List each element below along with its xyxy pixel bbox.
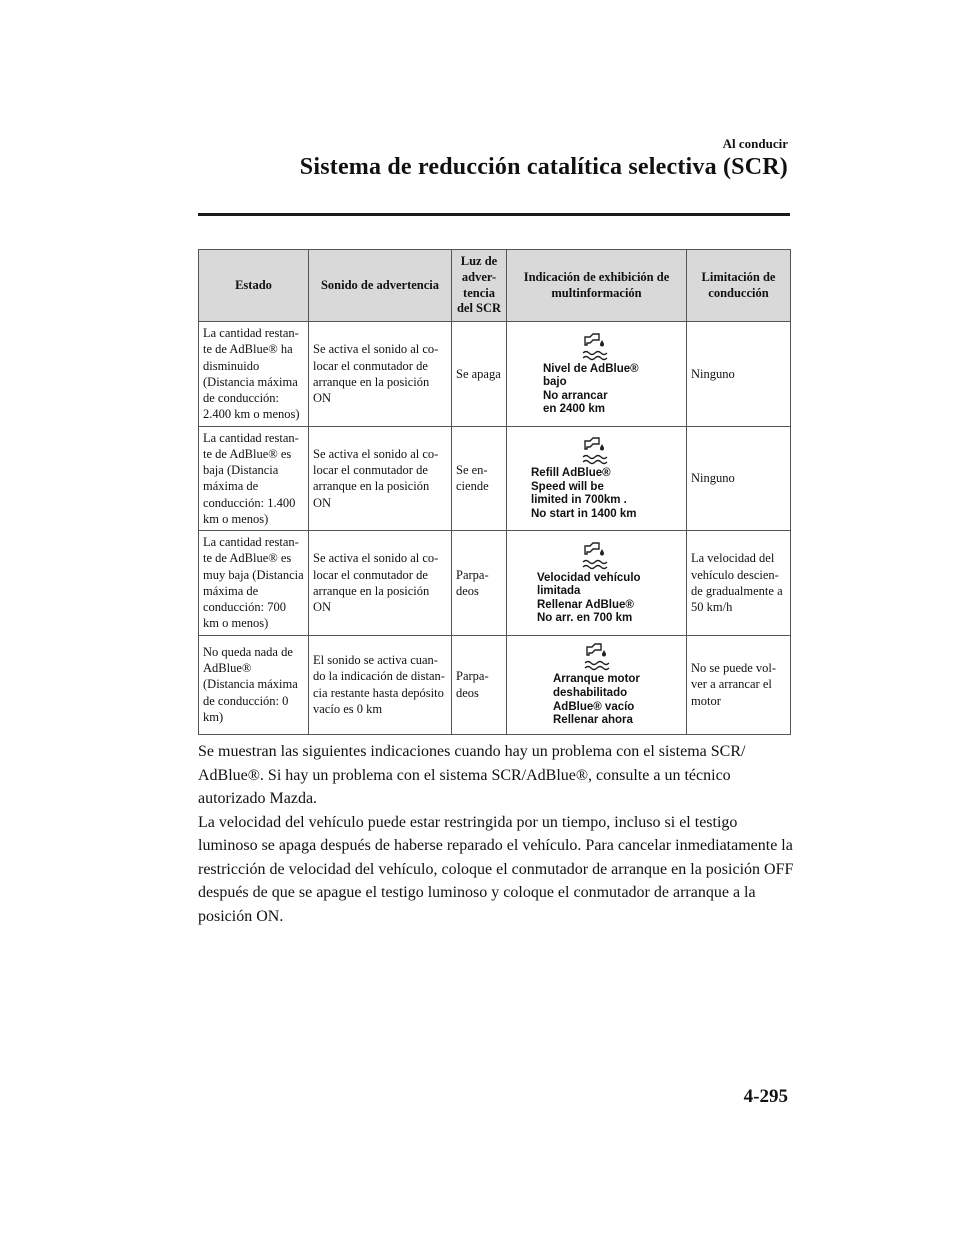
cell-limitacion: Ninguno [687,322,791,427]
cell-sonido: Se activa el sonido al co- locar el conmutador de arranque en la posición ON [309,531,452,636]
cell-display [507,322,687,427]
table-row [199,531,791,636]
cell-luz: Se en- ciende [452,426,507,531]
cell-luz: Parpa- deos [452,531,507,636]
adblue-icon [579,435,613,465]
adblue-icon [579,540,613,570]
table-row [199,426,791,531]
table-row [199,322,791,427]
cell-sonido: El sonido se activa cuan- do la indicación de distan- cia restante hasta depósito vacío es 0 km [309,635,452,734]
column-header-luz: Luz de adver- tencia del SCR [452,250,507,322]
cell-limitacion: Ninguno [687,426,791,531]
cell-estado: La cantidad restan- te de AdBlue® ha disminuido (Distancia máxima de conducción: 2.400 km o menos) [199,322,309,427]
cell-limitacion: La velocidad del vehículo descien- de gradualmente a 50 km/h [687,531,791,636]
adblue-icon [579,331,613,361]
adblue-icon [581,641,615,671]
cell-estado: No queda nada de AdBlue® (Distancia máxima de conducción: 0 km) [199,635,309,734]
cell-display [507,531,687,636]
column-header-estado: Estado [199,250,309,322]
cell-display [507,426,687,531]
cell-luz: Se apaga [452,322,507,427]
cell-display [507,635,687,734]
display-message: Nivel de AdBlue® bajo No arrancar en 2400 km [543,362,639,416]
display-message: Refill AdBlue® Speed will be limited in 700km . No start in 1400 km [531,467,637,520]
cell-limitacion: No se puede vol- ver a arrancar el motor [687,635,791,734]
body-text [198,740,798,928]
paragraph-speed-restriction: La velocidad del vehículo puede estar restringida por un tiempo, incluso si el testigo luminoso se apaga después de haberse reparado el vehículo. Para cancelar inmediatamente la restricción de velocidad del vehículo, coloque el conmutador de arranque en la posición OFF después de que se apague el testigo luminoso y coloque el conmutador de arranque a la posición ON. [198,813,794,925]
table-row [199,635,791,734]
column-header-limitacion: Limitación de conducción [687,250,791,322]
display-message: Velocidad vehículo limitada Rellenar AdBlue® No arr. en 700 km [537,571,641,625]
cell-luz: Parpa- deos [452,635,507,734]
paragraph-scr-problem: Se muestran las siguientes indicaciones cuando hay un problema con el sistema SCR/ AdBlue®. Si hay un problema con el sistema SCR/AdBlue®, consulte a un técnico autorizado Mazda. [198,743,746,808]
column-header-indicacion: Indicación de exhibición de multinformación [507,250,687,322]
cell-estado: La cantidad restan- te de AdBlue® es baja (Distancia máxima de conducción: 1.400 km o menos) [199,426,309,531]
display-message: Arranque motor deshabilitado AdBlue® vacío Rellenar ahora [553,673,640,727]
section-header: Al conducir [722,136,788,151]
cell-estado: La cantidad restan- te de AdBlue® es muy baja (Distancia máxima de conducción: 700 km o menos) [199,531,309,636]
adblue-status-table [198,249,791,735]
cell-sonido: Se activa el sonido al co- locar el conmutador de arranque en la posición ON [309,322,452,427]
cell-sonido: Se activa el sonido al co- locar el conmutador de arranque en la posición ON [309,426,452,531]
page-number: 4-295 [743,1086,788,1107]
page-title: Sistema de reducción catalítica selectiva (SCR) [299,154,788,180]
column-header-sonido: Sonido de advertencia [309,250,452,322]
table-header-row [199,250,791,322]
header-divider [198,213,790,216]
